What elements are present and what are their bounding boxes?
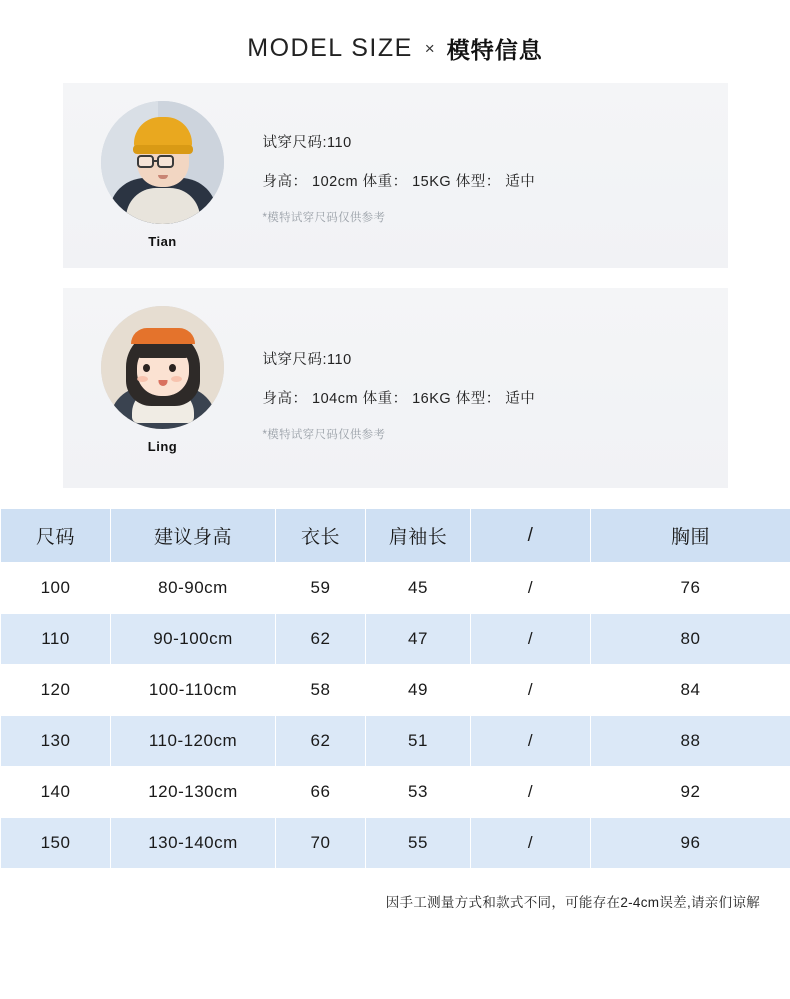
column-header-length: 衣长 <box>276 509 366 563</box>
cell-bust: 92 <box>591 767 790 818</box>
cell-bust: 84 <box>591 665 790 716</box>
cell-length: 58 <box>276 665 366 716</box>
column-header-shoulder-sleeve: 肩袖长 <box>366 509 471 563</box>
cell-length: 70 <box>276 818 366 869</box>
model-info-tian <box>263 83 728 225</box>
left-eye <box>143 364 150 372</box>
avatar <box>101 101 224 224</box>
cell-height: 100-110cm <box>111 665 276 716</box>
model-info-ling <box>263 288 728 442</box>
cell-height: 120-130cm <box>111 767 276 818</box>
model-name: Ling <box>147 439 178 454</box>
cell-bust: 76 <box>591 563 790 614</box>
cell-height: 90-100cm <box>111 614 276 665</box>
cell-size: 110 <box>1 614 111 665</box>
cell-bust: 80 <box>591 614 790 665</box>
table-row <box>1 716 790 767</box>
measurement-disclaimer: 因手工测量方式和款式不同，可能存在2-4cm误差,请亲们谅解 <box>385 895 760 910</box>
model-try-size: 试穿尺码:110 <box>262 352 352 368</box>
cell-shoulder-sleeve: 51 <box>366 716 471 767</box>
right-eye <box>169 364 176 372</box>
page-title <box>0 0 790 83</box>
cell-bust: 96 <box>591 818 790 869</box>
cell-length: 62 <box>276 614 366 665</box>
model-card-ling <box>63 288 728 488</box>
table-header-row <box>1 509 790 563</box>
cell-shoulder-sleeve: 45 <box>366 563 471 614</box>
model-note: *模特试穿尺码仅供参考 <box>262 212 386 224</box>
table-row <box>1 563 790 614</box>
cell-blank: / <box>471 716 591 767</box>
cell-shoulder-sleeve: 55 <box>366 818 471 869</box>
column-header-size: 尺码 <box>1 509 111 563</box>
avatar-block-tian <box>63 83 263 249</box>
model-name: Tian <box>148 234 177 249</box>
cell-blank: / <box>471 818 591 869</box>
cell-size: 100 <box>1 563 111 614</box>
cell-shoulder-sleeve: 47 <box>366 614 471 665</box>
column-header-height: 建议身高 <box>111 509 276 563</box>
cell-height: 130-140cm <box>111 818 276 869</box>
page-title-english: MODEL SIZE <box>247 34 413 62</box>
cell-blank: / <box>471 614 591 665</box>
model-card-tian <box>63 83 728 268</box>
cell-size: 140 <box>1 767 111 818</box>
left-cheek <box>137 376 148 382</box>
table-row <box>1 665 790 716</box>
table-row <box>1 614 790 665</box>
column-header-blank: / <box>471 509 591 563</box>
headband-shape <box>131 328 195 344</box>
glasses-bridge <box>153 160 159 162</box>
model-note: *模特试穿尺码仅供参考 <box>262 429 386 441</box>
model-try-size: 试穿尺码:110 <box>262 135 352 151</box>
size-chart-table <box>0 508 790 869</box>
cell-size: 120 <box>1 665 111 716</box>
avatar-block-ling <box>63 288 263 454</box>
cell-shoulder-sleeve: 49 <box>366 665 471 716</box>
cell-size: 130 <box>1 716 111 767</box>
glasses-left-lens <box>137 155 154 168</box>
page-title-chinese: 模特信息 <box>446 37 543 63</box>
cell-bust: 88 <box>591 716 790 767</box>
cell-blank: / <box>471 563 591 614</box>
cell-length: 59 <box>276 563 366 614</box>
cell-height: 110-120cm <box>111 716 276 767</box>
cell-size: 150 <box>1 818 111 869</box>
model-stats: 身高： 104cm 体重： 16KG 体型： 适中 <box>262 391 536 407</box>
cell-height: 80-90cm <box>111 563 276 614</box>
table-row <box>1 767 790 818</box>
right-cheek <box>171 376 182 382</box>
glasses-right-lens <box>157 155 174 168</box>
title-separator-icon: × <box>424 38 435 58</box>
cell-length: 62 <box>276 716 366 767</box>
cell-blank: / <box>471 665 591 716</box>
model-stats: 身高： 102cm 体重： 15KG 体型： 适中 <box>262 174 536 190</box>
avatar <box>101 306 224 429</box>
column-header-bust: 胸围 <box>591 509 790 563</box>
cell-shoulder-sleeve: 53 <box>366 767 471 818</box>
table-row <box>1 818 790 869</box>
cell-length: 66 <box>276 767 366 818</box>
cell-blank: / <box>471 767 591 818</box>
beanie-brim-shape <box>133 145 193 154</box>
